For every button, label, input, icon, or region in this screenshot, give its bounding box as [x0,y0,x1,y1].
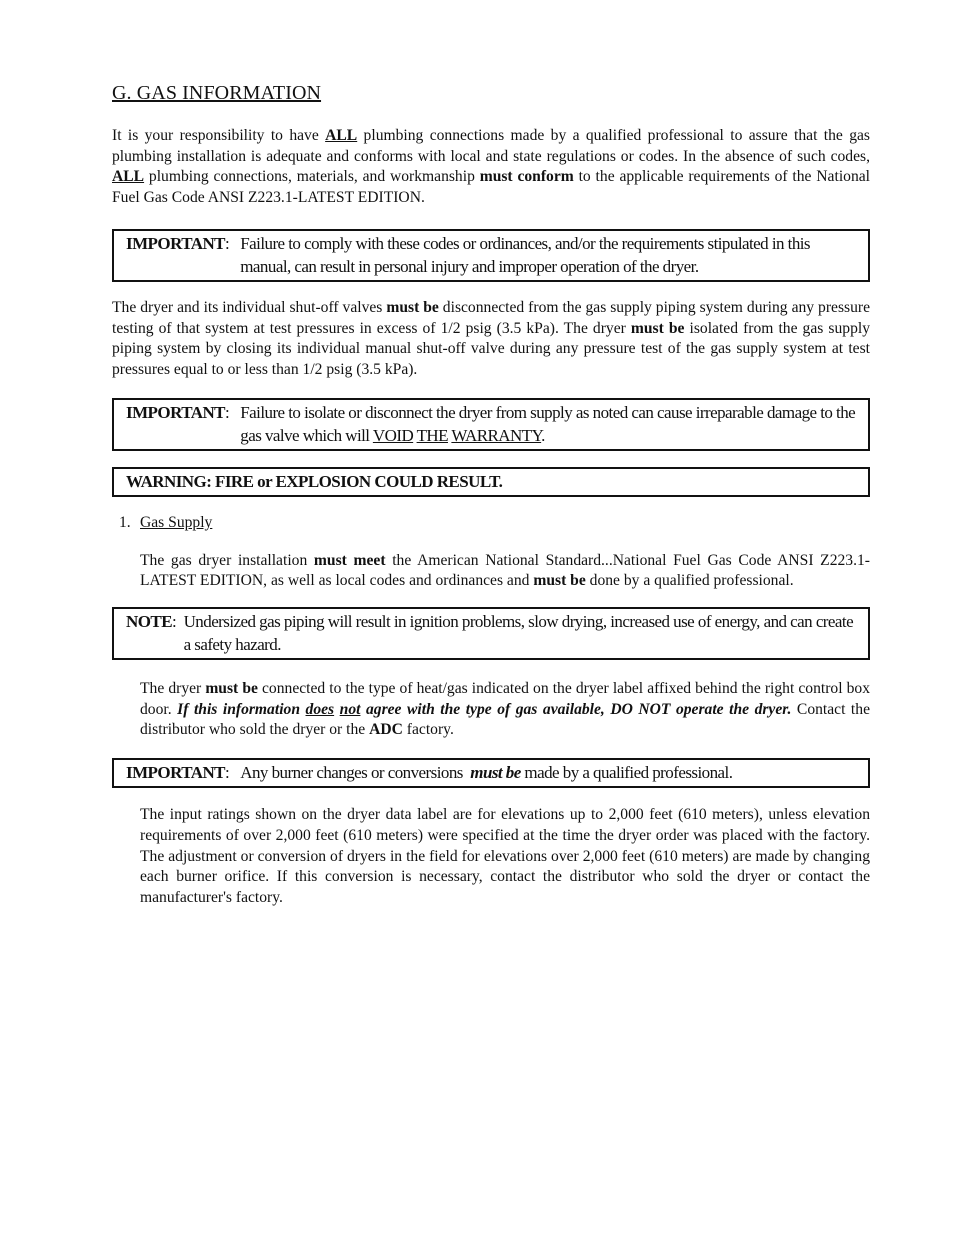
text-span: to the applicable requirements of the National Fuel Gas Code ANSI Z223.1-LATEST EDITION. [112,168,870,207]
warning-text: WARNING: FIRE or EXPLOSION COULD RESULT. [126,471,503,491]
section-heading: G. GAS INFORMATION [112,82,322,104]
emphasis-must-be: must be [533,572,586,590]
important-text [240,761,856,784]
label-colon: : [224,233,241,253]
void-word: VOID [372,425,414,445]
text-span: done by a qualified professional. [585,572,794,590]
text-span: plumbing connections made by a qualified professional to assure that the gas plumbing installation is adequate and conforms with local and state regulations or codes. In the absence of such codes, [112,127,870,165]
warning-not: not [339,700,361,718]
important-box-warranty [112,398,870,451]
text-span: Failure to isolate or disconnect the dryer from supply as noted can cause irreparable damage to the gas valve which will [240,402,856,445]
important-label: IMPORTANT [126,402,225,422]
label-colon: : [224,763,241,783]
emphasis-must-be: must be [630,319,685,337]
adc-name: ADC [369,721,403,739]
note-text: Undersized gas piping will result in ignition problems, slow drying, increased use of energy, and can create a safety hazard. [183,612,854,655]
warning-does: does [305,700,335,718]
text-span: made by a qualified professional. [520,763,733,783]
text-span: . [541,425,545,445]
text-span: factory. [402,721,454,739]
important-box-codes [112,229,870,282]
text-span: the American National Standard...National Fuel Gas Code ANSI Z223.1-LATEST EDITION, as well as local codes and ordinances and [140,551,870,590]
manual-page [112,82,870,909]
installation-paragraph [140,551,870,592]
text-span: isolated from the gas supply piping system by closing its individual manual shut-off valve during any pressure test of the gas supply system at test pressures equal to or less than 1/2 psig (3.5 kPa). [112,319,870,378]
text-span: plumbing connections, materials, and workmanship [144,168,480,186]
emphasis-must-be: must be [205,680,258,698]
section-title: Gas Supply [140,513,213,531]
emphasis-all: ALL [325,127,358,144]
label-colon: : [224,402,241,422]
important-label: IMPORTANT [126,763,225,783]
text-span: disconnected from the gas supply piping system during any pressure testing of that system at test pressures in excess of 1/2 psig (3.5 kPa). The dryer [112,298,871,337]
emphasis-must-be: must be [470,763,521,783]
warranty-word: WARRANTY [451,425,542,445]
important-label: IMPORTANT [126,233,225,253]
emphasis-must-be: must be [386,298,439,316]
emphasis-must-meet: must meet [313,551,386,569]
warning-box [112,467,870,497]
text-span: The dryer [140,680,206,698]
label-colon: : [171,612,184,632]
heat-type-paragraph [140,679,870,741]
note-box [112,607,870,660]
important-text: Failure to comply with these codes or ordinances, and/or the requirements stipulated in this manual, can result in personal injury and improper operation of the dryer. [240,233,811,276]
emphasis-all: ALL [112,168,145,186]
text-span: It is your responsibility to have [112,127,326,144]
elevation-paragraph: The input ratings shown on the dryer data label are for elevations up to 2,000 feet (610 meters), unless elevation requirements of over 2,000 feet (610 meters) were specified at the time the dryer order was placed with the factory. The adjustment or conversion of dryers in the field for elevations over 2,000 feet (610 meters) are made by changing each burner orifice. If this conversion is necessary, contact the distributor who sold the dryer or contact the manufacturer's factory. [140,806,870,906]
text-span: The gas dryer installation [140,551,314,569]
text-span: connected to the type of heat/gas indicated on the dryer label affixed behind the right control box door. [140,680,870,718]
warning-italic: agree with the type of gas available, DO NOT operate the dryer. [360,700,792,718]
note-label: NOTE [126,612,172,632]
responsibility-paragraph [112,126,870,209]
the-word: THE [416,425,448,445]
text-span: Contact the distributor who sold the dryer or the [140,700,870,739]
text-span: The dryer and its individual shut-off valves [112,298,387,316]
emphasis-must-conform: must conform [479,168,574,186]
important-box-burner [112,758,870,788]
important-text [240,401,856,447]
shutoff-paragraph [112,298,870,381]
text-span: Any burner changes or conversions [240,763,471,783]
section-number: 1. [119,513,131,531]
gas-supply-heading [112,514,870,532]
warning-italic: If this information [177,700,306,718]
